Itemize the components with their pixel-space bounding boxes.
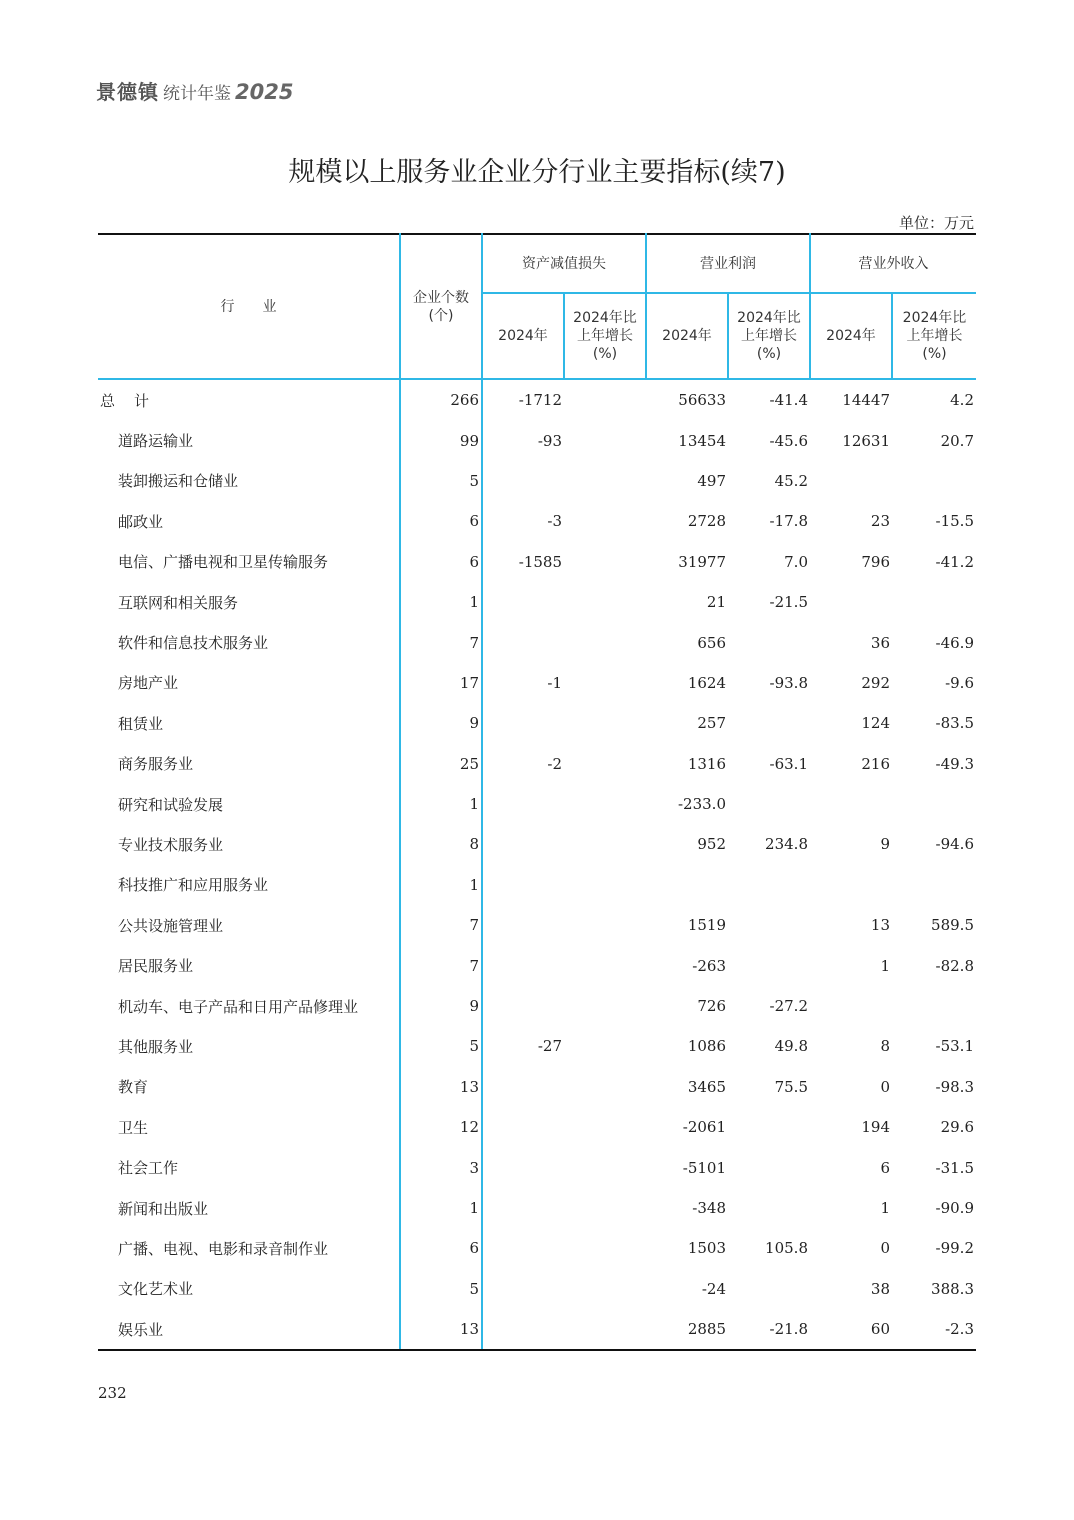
growth-label-line3: (%): [756, 346, 782, 362]
income-2024: 124: [861, 714, 890, 733]
table-row: [98, 744, 976, 784]
income-2024: 1: [880, 1199, 890, 1217]
profit-2024: 31977: [678, 552, 726, 571]
profit-growth: 105.8: [765, 1239, 808, 1258]
profit-growth: [728, 905, 810, 945]
income-2024: 0: [880, 1239, 890, 1258]
income-2024: 13: [870, 916, 890, 935]
profit-2024: 952: [697, 835, 726, 854]
impairment-growth: [564, 420, 646, 460]
table-row: [98, 1026, 976, 1066]
enterprise-count: 6: [400, 1228, 482, 1268]
income-2024: [810, 865, 892, 905]
table-row: [98, 1309, 976, 1350]
income-2024: 216: [861, 754, 890, 773]
income-2024: [810, 461, 892, 501]
impairment-growth: [564, 1269, 646, 1309]
impairment-growth: [564, 744, 646, 784]
impairment-2024: -2: [547, 754, 562, 773]
impairment-2024: -27: [537, 1037, 562, 1056]
industry-name: 软件和信息技术服务业: [98, 622, 400, 662]
header-year: 2025: [235, 80, 294, 104]
income-growth: [892, 582, 976, 622]
table-row: [98, 1147, 976, 1187]
industry-name: 新闻和出版业: [98, 1188, 400, 1228]
income-2024: [810, 784, 892, 824]
impairment-growth: [564, 784, 646, 824]
industry-name: 电信、广播电视和卫星传输服务: [98, 542, 400, 582]
impairment-growth: [564, 945, 646, 985]
table-row: [98, 1269, 976, 1309]
income-growth: -9.6: [945, 673, 974, 692]
income-2024: [810, 986, 892, 1026]
income-growth: -90.9: [935, 1199, 974, 1217]
profit-2024: 2728: [687, 512, 726, 531]
impairment-growth: [564, 905, 646, 945]
impairment-growth: [564, 461, 646, 501]
profit-2024: 56633: [678, 391, 726, 410]
income-2024: 9: [880, 835, 890, 854]
column-header-year: 2024年: [482, 293, 564, 379]
profit-growth: -21.5: [769, 593, 808, 612]
industry-name: 租赁业: [98, 703, 400, 743]
profit-2024: 21: [706, 593, 726, 612]
impairment-2024: [482, 986, 564, 1026]
table-row: [98, 1107, 976, 1147]
income-growth: -98.3: [935, 1077, 974, 1096]
income-2024: 6: [880, 1158, 890, 1177]
table-row-total: [98, 379, 976, 420]
enterprise-count: 7: [400, 622, 482, 662]
profit-2024: -348: [692, 1199, 726, 1217]
growth-label-line2: 上年增长: [741, 328, 797, 344]
impairment-growth: [564, 622, 646, 662]
income-2024: 60: [810, 1309, 892, 1350]
column-header-growth: [892, 293, 976, 379]
enterprise-count: 9: [400, 703, 482, 743]
impairment-2024: [482, 1107, 564, 1147]
profit-2024: -2061: [682, 1118, 726, 1137]
impairment-2024: [482, 1269, 564, 1309]
profit-2024: 3465: [687, 1077, 726, 1096]
enterprise-count: 7: [400, 905, 482, 945]
industry-name: 卫生: [98, 1107, 400, 1147]
profit-2024: -24: [701, 1279, 726, 1298]
table-row: [98, 986, 976, 1026]
header-brand: 景德镇: [96, 80, 159, 104]
profit-growth: -21.8: [728, 1309, 810, 1350]
profit-growth: [728, 865, 810, 905]
income-growth: 4.2: [950, 391, 974, 410]
income-growth: -2.3: [892, 1309, 976, 1350]
table-row: [98, 582, 976, 622]
industry-name: 科技推广和应用服务业: [98, 865, 400, 905]
income-2024: 796: [861, 552, 890, 571]
impairment-growth: [564, 1188, 646, 1228]
impairment-2024: [482, 865, 564, 905]
industry-name: 房地产业: [98, 663, 400, 703]
enterprise-count: 266: [400, 379, 482, 420]
profit-2024: 1086: [687, 1037, 726, 1056]
income-2024: 194: [861, 1118, 890, 1137]
page-title: 规模以上服务业企业分行业主要指标(续7): [288, 157, 786, 188]
enterprise-count: 6: [400, 501, 482, 541]
impairment-2024: [482, 1228, 564, 1268]
impairment-growth: [564, 986, 646, 1026]
impairment-2024: [482, 461, 564, 501]
column-header-year: 2024年: [810, 293, 892, 379]
impairment-2024: -1: [547, 673, 562, 692]
profit-growth: [728, 1188, 810, 1228]
statistics-table: [98, 233, 976, 1351]
profit-2024: -5101: [682, 1158, 726, 1177]
impairment-2024: [482, 1067, 564, 1107]
impairment-2024: -3: [547, 512, 562, 531]
impairment-2024: [482, 784, 564, 824]
enterprise-count: 25: [400, 744, 482, 784]
column-group-asset-impairment: 资产减值损失: [482, 234, 646, 293]
running-header: [96, 76, 293, 105]
enterprise-count: 3: [400, 1147, 482, 1187]
profit-growth: -93.8: [769, 673, 808, 692]
unit-label: 单位：万元: [898, 214, 974, 232]
income-growth: 589.5: [931, 916, 974, 935]
industry-name: 教育: [98, 1067, 400, 1107]
profit-2024: 726: [697, 997, 726, 1016]
profit-growth: [728, 945, 810, 985]
table-row: [98, 905, 976, 945]
income-growth: -83.5: [935, 714, 974, 733]
profit-growth: -17.8: [769, 512, 808, 531]
impairment-growth: [564, 542, 646, 582]
enterprise-count: 8: [400, 824, 482, 864]
income-growth: -15.5: [935, 512, 974, 531]
table-row: [98, 824, 976, 864]
impairment-2024: [482, 1147, 564, 1187]
impairment-2024: [482, 945, 564, 985]
income-2024: 8: [880, 1037, 890, 1056]
column-header-industry: 行 业: [98, 234, 400, 379]
profit-2024: 1316: [687, 754, 726, 773]
table-row: [98, 1188, 976, 1228]
header-subtitle: 统计年鉴: [163, 84, 231, 104]
industry-name: 公共设施管理业: [98, 905, 400, 945]
income-growth: 20.7: [940, 431, 974, 450]
impairment-growth: [564, 501, 646, 541]
profit-2024: 1624: [687, 673, 726, 692]
industry-name: 装卸搬运和仓储业: [98, 461, 400, 501]
profit-2024: 497: [697, 471, 726, 490]
industry-name: 其他服务业: [98, 1026, 400, 1066]
enterprise-count: 6: [400, 542, 482, 582]
income-2024: 23: [870, 512, 890, 531]
enterprise-count: 12: [400, 1107, 482, 1147]
column-group-operating-profit: 营业利润: [646, 234, 810, 293]
income-growth: -94.6: [935, 835, 974, 854]
profit-2024: [646, 865, 728, 905]
income-growth: -49.3: [935, 754, 974, 773]
profit-growth: -41.4: [769, 391, 808, 410]
income-2024: 38: [870, 1279, 890, 1298]
page-number: 232: [98, 1384, 127, 1402]
industry-name: 商务服务业: [98, 744, 400, 784]
profit-growth: [728, 1269, 810, 1309]
impairment-growth: [564, 582, 646, 622]
table-row: [98, 542, 976, 582]
impairment-2024: [482, 905, 564, 945]
profit-2024: 257: [697, 714, 726, 733]
industry-name: 广播、电视、电影和录音制作业: [98, 1228, 400, 1268]
impairment-growth: [564, 865, 646, 905]
profit-2024: -233.0: [677, 795, 726, 814]
table-row: [98, 703, 976, 743]
table-row: [98, 501, 976, 541]
industry-name: 专业技术服务业: [98, 824, 400, 864]
impairment-2024: [482, 1309, 564, 1350]
industry-name: 邮政业: [98, 501, 400, 541]
growth-label-line3: (%): [592, 346, 618, 362]
income-growth: [892, 865, 976, 905]
impairment-2024: -1585: [518, 552, 562, 571]
profit-growth: [728, 1147, 810, 1187]
profit-growth: 49.8: [774, 1037, 808, 1056]
profit-growth: [728, 703, 810, 743]
table-row: [98, 865, 976, 905]
enterprise-count: 1: [400, 582, 482, 622]
profit-2024: 656: [697, 633, 726, 652]
income-growth: [892, 784, 976, 824]
industry-name: 互联网和相关服务: [98, 582, 400, 622]
impairment-growth: [564, 1067, 646, 1107]
profit-growth: 234.8: [765, 835, 808, 854]
income-2024: 14447: [842, 391, 890, 410]
growth-label-line3: (%): [922, 346, 947, 362]
impairment-growth: [564, 1026, 646, 1066]
industry-name: 机动车、电子产品和日用产品修理业: [98, 986, 400, 1026]
impairment-growth: [564, 1107, 646, 1147]
table-row: [98, 1228, 976, 1268]
column-group-non-operating-income: 营业外收入: [810, 234, 976, 293]
enterprise-count: 7: [400, 945, 482, 985]
profit-growth: 7.0: [784, 552, 808, 571]
industry-name: 总 计: [98, 379, 400, 420]
impairment-2024: [482, 1188, 564, 1228]
table-row: [98, 420, 976, 460]
profit-growth: -63.1: [769, 754, 808, 773]
industry-name: 文化艺术业: [98, 1269, 400, 1309]
impairment-2024: -1712: [518, 391, 562, 410]
impairment-2024: [482, 703, 564, 743]
profit-2024: 1519: [687, 916, 726, 935]
income-growth: -31.5: [935, 1158, 974, 1177]
growth-label-line1: 2024年比: [573, 310, 637, 326]
profit-growth: [728, 1107, 810, 1147]
income-growth: -99.2: [935, 1239, 974, 1258]
income-2024: [810, 582, 892, 622]
profit-2024: 2885: [646, 1309, 728, 1350]
growth-label-line1: 2024年比: [737, 310, 801, 326]
profit-growth: [728, 622, 810, 662]
industry-name: 娱乐业: [98, 1309, 400, 1350]
income-2024: 36: [870, 633, 890, 652]
income-growth: -82.8: [935, 956, 974, 975]
enterprise-count: 99: [400, 420, 482, 460]
income-growth: 388.3: [931, 1279, 974, 1298]
column-header-year: 2024年: [646, 293, 728, 379]
table-row: [98, 1067, 976, 1107]
impairment-growth: [564, 824, 646, 864]
industry-name: 社会工作: [98, 1147, 400, 1187]
enterprise-count: 1: [400, 865, 482, 905]
industry-name: 研究和试验发展: [98, 784, 400, 824]
growth-label-line2: 上年增长: [906, 328, 963, 344]
column-header-growth: [564, 293, 646, 379]
enterprise-count: 9: [400, 986, 482, 1026]
table-row: [98, 945, 976, 985]
enterprise-count: 5: [400, 1026, 482, 1066]
table-row: [98, 784, 976, 824]
table-body: [98, 379, 976, 1350]
table-row: [98, 663, 976, 703]
impairment-2024: [482, 582, 564, 622]
profit-growth: 45.2: [774, 471, 808, 490]
impairment-growth: [564, 1228, 646, 1268]
industry-name: 道路运输业: [98, 420, 400, 460]
profit-growth: -27.2: [769, 997, 808, 1016]
profit-growth: [728, 784, 810, 824]
profit-2024: 13454: [678, 431, 726, 450]
table-row: [98, 622, 976, 662]
impairment-growth: [564, 1147, 646, 1187]
impairment-growth: [564, 703, 646, 743]
impairment-growth: [564, 1309, 646, 1350]
income-2024: 0: [880, 1077, 890, 1096]
profit-growth: -45.6: [769, 431, 808, 450]
table-row: [98, 461, 976, 501]
enterprise-count: 5: [400, 461, 482, 501]
income-2024: 12631: [842, 431, 890, 450]
income-growth: -41.2: [935, 552, 974, 571]
growth-label-line1: 2024年比: [902, 310, 967, 326]
impairment-2024: [482, 824, 564, 864]
industry-name: 居民服务业: [98, 945, 400, 985]
income-growth: [892, 461, 976, 501]
column-header-count: 企业个数 (个): [400, 234, 482, 379]
income-growth: 29.6: [940, 1118, 974, 1137]
impairment-growth: [564, 663, 646, 703]
income-growth: [892, 986, 976, 1026]
impairment-2024: -93: [537, 431, 562, 450]
profit-growth: 75.5: [774, 1077, 808, 1096]
enterprise-count: 1: [400, 1188, 482, 1228]
profit-2024: -263: [692, 956, 726, 975]
income-growth: -46.9: [935, 633, 974, 652]
enterprise-count: 13: [400, 1067, 482, 1107]
impairment-2024: [482, 622, 564, 662]
income-2024: 1: [880, 956, 890, 975]
income-2024: 292: [861, 673, 890, 692]
column-header-growth: [728, 293, 810, 379]
impairment-growth: [564, 379, 646, 420]
enterprise-count: 17: [400, 663, 482, 703]
enterprise-count: 5: [400, 1269, 482, 1309]
profit-2024: 1503: [687, 1239, 726, 1258]
growth-label-line2: 上年增长: [577, 328, 633, 344]
income-growth: -53.1: [935, 1037, 974, 1056]
enterprise-count: 13: [400, 1309, 482, 1350]
enterprise-count: 1: [400, 784, 482, 824]
